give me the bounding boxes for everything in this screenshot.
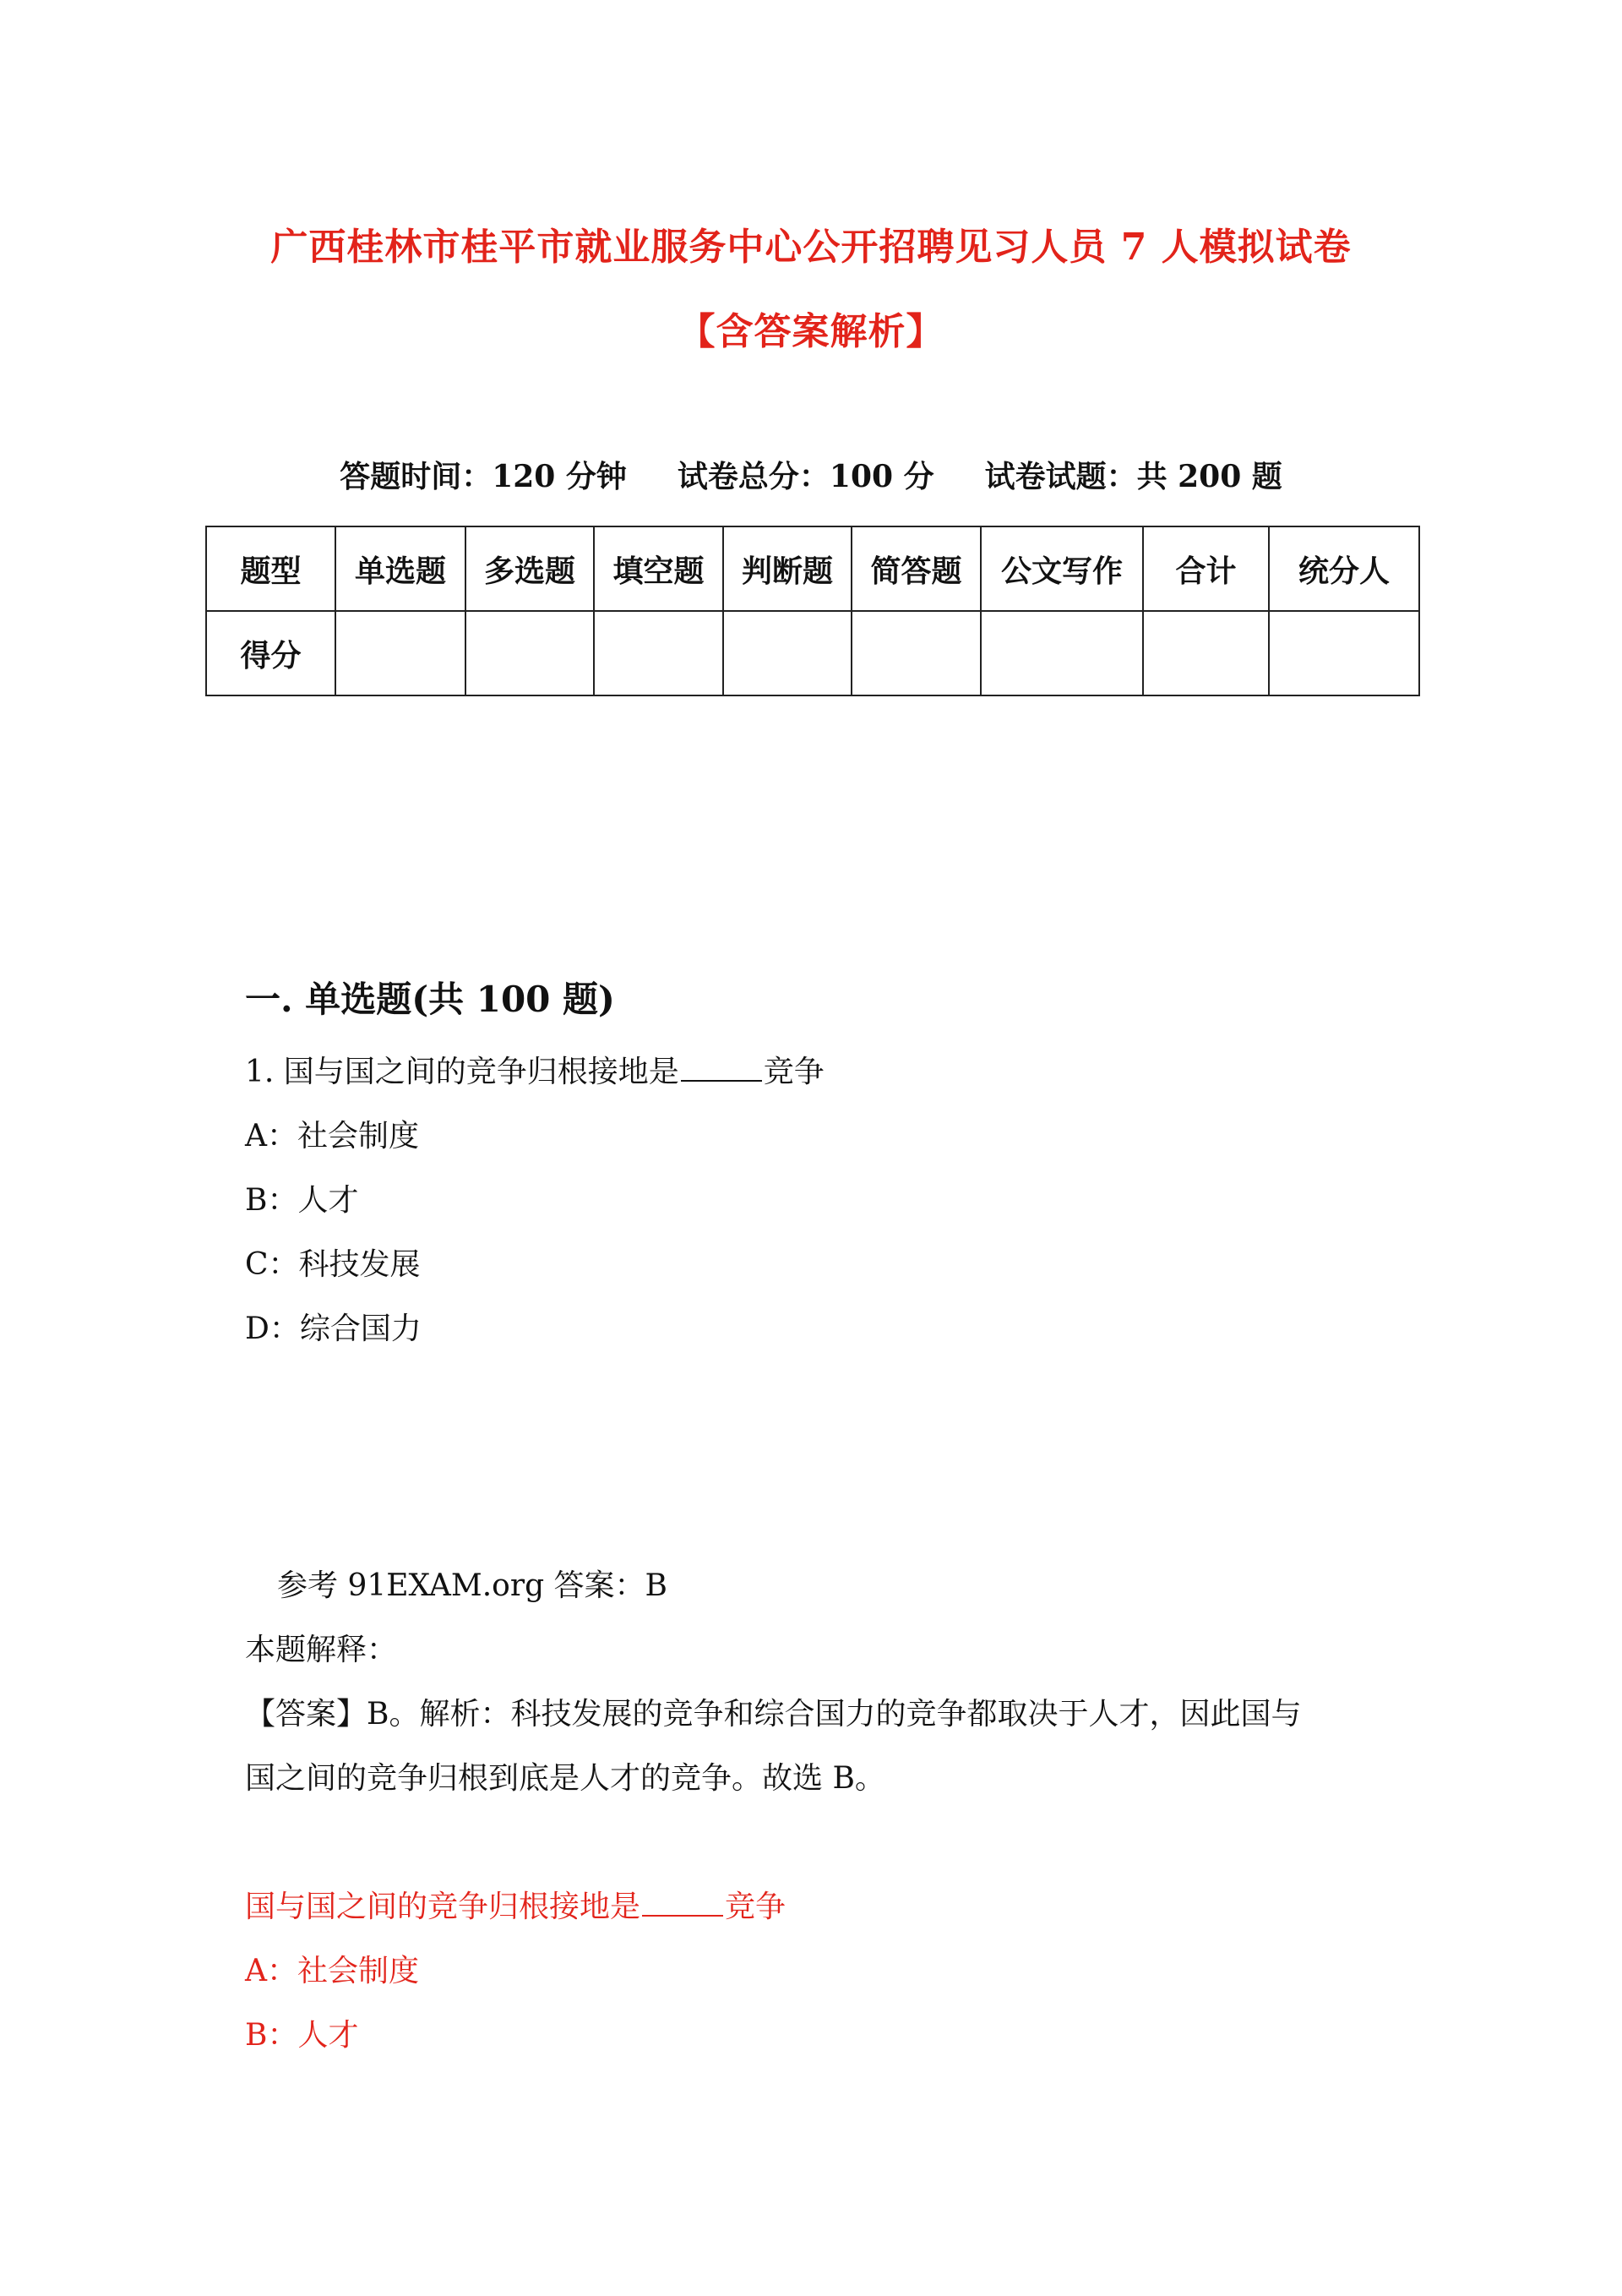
score-cell bbox=[594, 611, 723, 695]
score-table-header-row bbox=[206, 526, 1419, 611]
score-header-cell: 判断题 bbox=[723, 526, 852, 611]
score-header-cell: 公文写作 bbox=[981, 526, 1143, 611]
repeat-option-b: B：人才 bbox=[245, 2018, 359, 2053]
exam-total-score: 试卷总分：100 分 bbox=[677, 459, 934, 494]
score-header-cell: 题型 bbox=[206, 526, 335, 611]
exam-meta bbox=[0, 453, 1622, 496]
score-header-cell: 填空题 bbox=[594, 526, 723, 611]
exam-title: 广西桂林市桂平市就业服务中心公开招聘见习人员 7 人模拟试卷 bbox=[270, 226, 1352, 269]
section-heading: 一. 单选题(共 100 题) bbox=[245, 979, 615, 1020]
exam-question-count: 试卷试题：共 200 题 bbox=[984, 459, 1282, 494]
question-stem-before: 1. 国与国之间的竞争归根接地是 bbox=[245, 1055, 679, 1089]
explanation-label: 本题解释： bbox=[245, 1633, 398, 1667]
option-d: D：综合国力 bbox=[245, 1312, 422, 1346]
reference-answer: 参考 91EXAM.org 答案：B bbox=[277, 1568, 668, 1603]
score-cell bbox=[1269, 611, 1419, 695]
score-header-cell: 单选题 bbox=[335, 526, 465, 611]
explanation-line-1: 【答案】B。解析：科技发展的竞争和综合国力的竞争都取决于人才，因此国与 bbox=[245, 1697, 1302, 1732]
score-cell bbox=[335, 611, 465, 695]
question-stem-after: 竞争 bbox=[763, 1055, 825, 1089]
repeat-stem-before: 国与国之间的竞争归根接地是 bbox=[245, 1890, 641, 1924]
score-table bbox=[205, 526, 1420, 696]
score-cell bbox=[981, 611, 1143, 695]
score-header-cell: 简答题 bbox=[852, 526, 981, 611]
option-a: A：社会制度 bbox=[245, 1119, 419, 1153]
score-table-score-row bbox=[206, 611, 1419, 695]
explanation-line-2: 国之间的竞争归根到底是人才的竞争。故选 B。 bbox=[245, 1761, 885, 1796]
score-header-cell: 多选题 bbox=[465, 526, 594, 611]
score-cell bbox=[852, 611, 981, 695]
score-header-cell: 合计 bbox=[1143, 526, 1269, 611]
option-b: B：人才 bbox=[245, 1183, 359, 1218]
fill-blank bbox=[681, 1055, 762, 1082]
fill-blank bbox=[642, 1890, 723, 1917]
repeat-option-a: A：社会制度 bbox=[245, 1954, 419, 1988]
score-cell bbox=[465, 611, 594, 695]
score-cell bbox=[1143, 611, 1269, 695]
option-c: C：科技发展 bbox=[245, 1247, 421, 1282]
repeat-question-stem bbox=[245, 1883, 786, 1926]
score-header-cell: 统分人 bbox=[1269, 526, 1419, 611]
score-cell bbox=[723, 611, 852, 695]
repeat-stem-after: 竞争 bbox=[725, 1890, 787, 1924]
exam-time: 答题时间：120 分钟 bbox=[340, 459, 627, 494]
exam-subtitle: 【含答案解析】 bbox=[678, 310, 944, 353]
score-row-label: 得分 bbox=[206, 611, 335, 695]
question-stem bbox=[245, 1048, 825, 1091]
